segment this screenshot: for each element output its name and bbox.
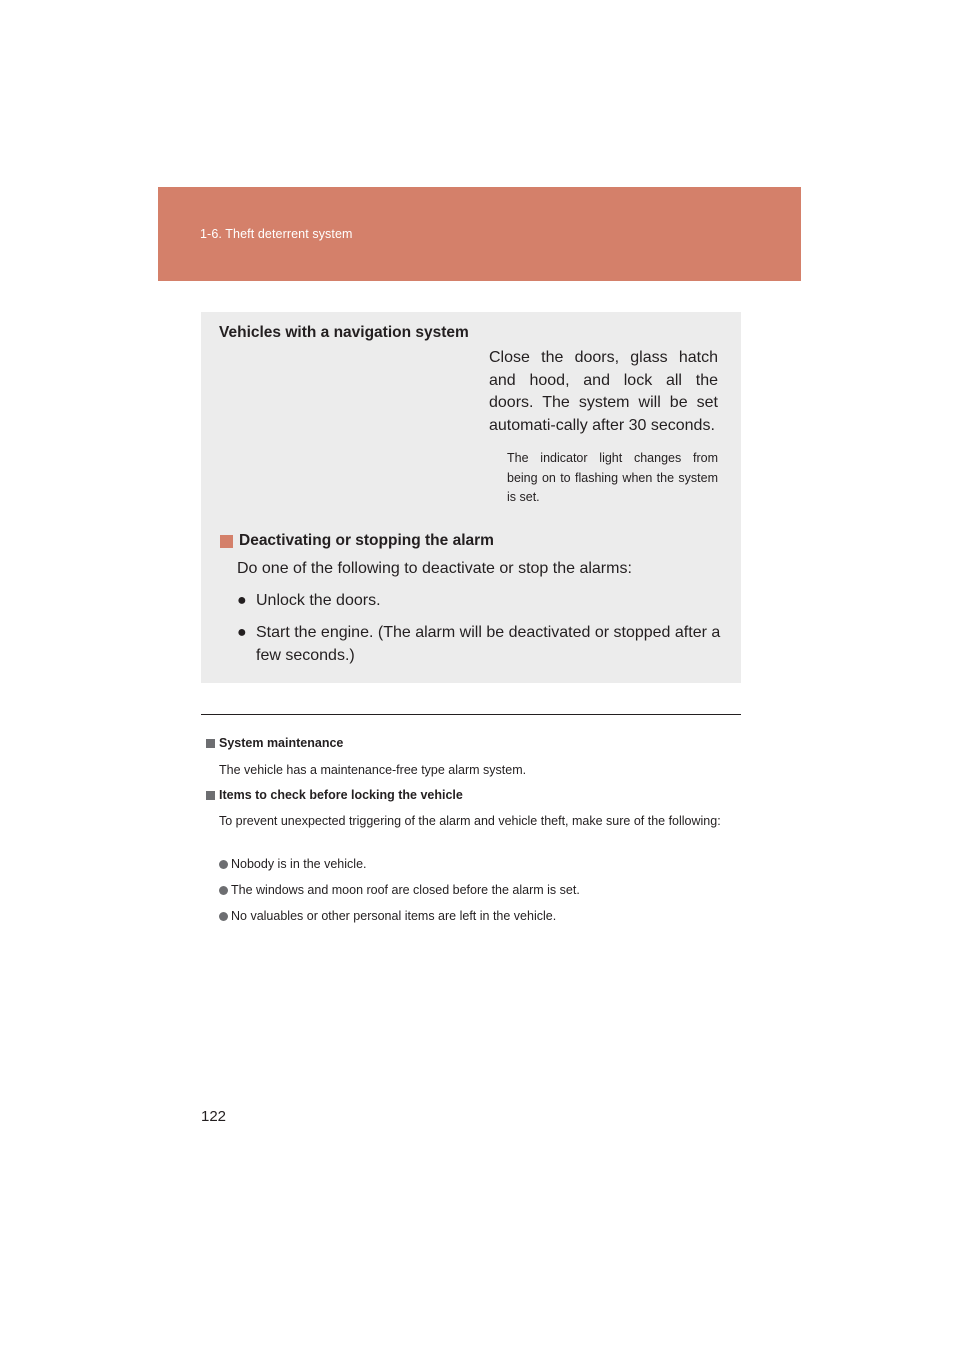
deactivate-heading — [220, 532, 494, 550]
check-heading-text: Items to check before locking the vehicle — [219, 788, 463, 802]
list-item-text: Nobody is in the vehicle. — [231, 857, 367, 871]
maintenance-body: The vehicle has a maintenance-free type alarm system. — [219, 763, 527, 777]
divider — [201, 714, 741, 715]
list-item — [219, 857, 367, 871]
circle-bullet-icon: ● — [237, 592, 247, 609]
page-number: 122 — [201, 1108, 227, 1125]
list-item-text: No valuables or other personal items are left in the vehicle. — [231, 909, 557, 923]
list-item — [237, 621, 723, 667]
list-item — [219, 883, 580, 897]
list-item-text: Start the engine. (The alarm will be deactivated or stopped after a few seconds.) — [256, 624, 721, 664]
maintenance-heading-text: System maintenance — [219, 736, 344, 750]
box-heading: Vehicles with a navigation system — [219, 324, 469, 341]
list-item — [219, 909, 556, 923]
square-bullet-icon — [206, 791, 215, 800]
circle-bullet-icon — [219, 886, 228, 895]
section-header-bar — [158, 187, 801, 281]
square-bullet-icon — [206, 739, 215, 748]
check-heading — [206, 788, 463, 802]
indicator-note: The indicator light changes from being on to flashing when the system is set. — [507, 451, 718, 504]
instruction-text: Close the doors, glass hatch and hood, and lock all the doors. The system will be set automati-cally after 30 seconds. — [489, 349, 718, 434]
maintenance-heading — [206, 736, 343, 750]
circle-bullet-icon: ● — [237, 624, 247, 641]
info-box — [201, 312, 741, 683]
list-item-text: The windows and moon roof are closed before the alarm is set. — [231, 883, 580, 897]
check-body: To prevent unexpected triggering of the alarm and vehicle theft, make sure of the following: — [219, 814, 721, 828]
list-item — [237, 589, 723, 612]
circle-bullet-icon — [219, 860, 228, 869]
deactivate-heading-text: Deactivating or stopping the alarm — [239, 532, 494, 549]
section-title: 1-6. Theft deterrent system — [200, 227, 353, 241]
deactivate-intro: Do one of the following to deactivate or stop the alarms: — [237, 560, 632, 577]
circle-bullet-icon — [219, 912, 228, 921]
square-bullet-icon — [220, 535, 233, 548]
list-item-text: Unlock the doors. — [256, 592, 381, 609]
